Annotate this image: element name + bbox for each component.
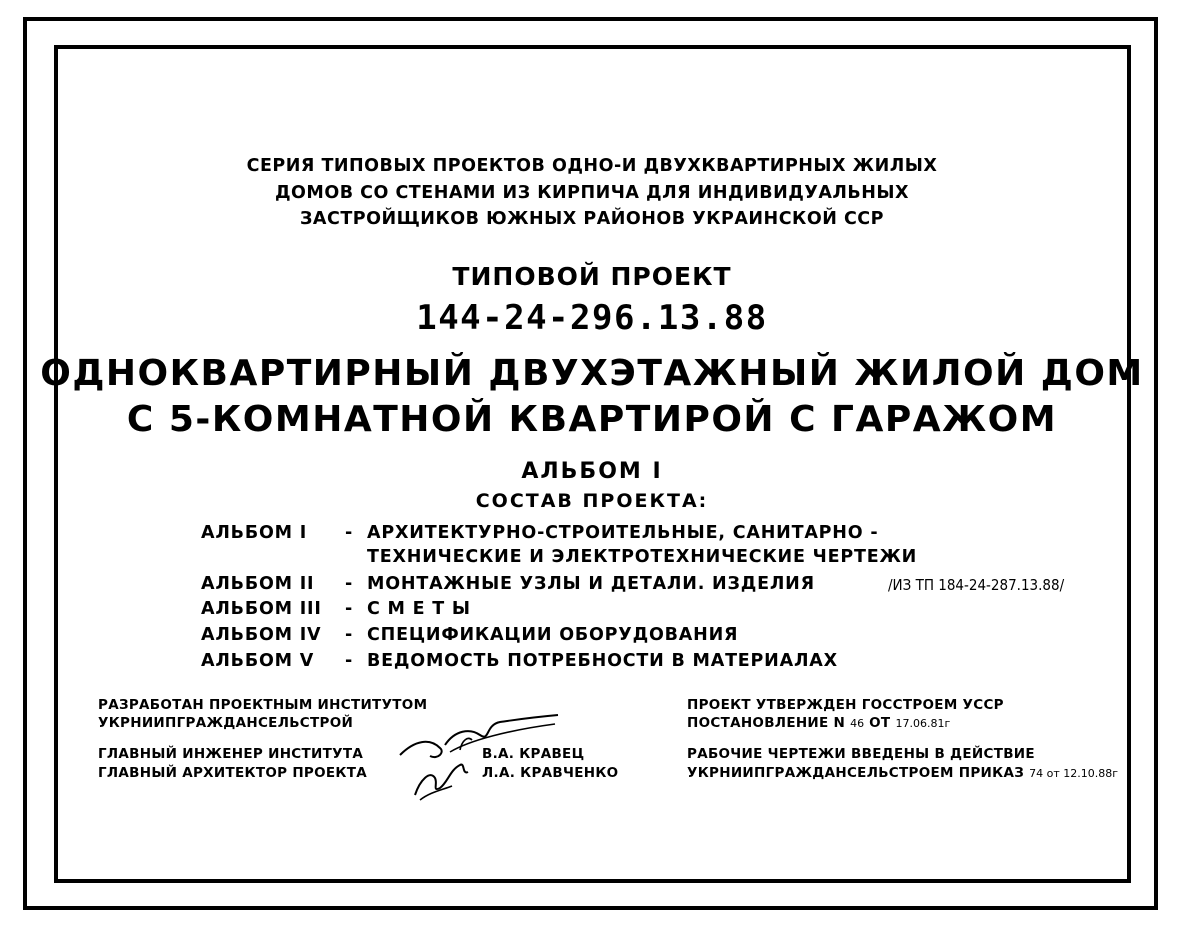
series-line-1: СЕРИЯ ТИПОВЫХ ПРОЕКТОВ ОДНО-И ДВУХКВАРТИРНЫХ ЖИЛЫХ	[246, 156, 938, 176]
album-text-cont: ТЕХНИЧЕСКИЕ И ЭЛЕКТРОТЕХНИЧЕСКИЕ ЧЕРТЕЖИ	[367, 547, 918, 567]
approved-from-label: ОТ	[869, 715, 891, 731]
album-dash: -	[345, 625, 354, 645]
chief-architect-name: Л.А. КРАВЧЕНКО	[482, 765, 619, 781]
album-text: АРХИТЕКТУРНО-СТРОИТЕЛЬНЫЕ, САНИТАРНО -	[367, 523, 879, 543]
approved-line-1: ПРОЕКТ УТВЕРЖДЕН ГОССТРОЕМ УССР	[687, 697, 1004, 713]
album-handwritten-note: /ИЗ ТП 184-24-287.13.88/	[888, 576, 1065, 594]
album-heading: АЛЬБОМ I	[521, 459, 663, 484]
album-label: АЛЬБОМ I	[201, 523, 308, 543]
composition-heading: СОСТАВ ПРОЕКТА:	[475, 490, 709, 512]
album-dash: -	[345, 651, 354, 671]
album-text: ВЕДОМОСТЬ ПОТРЕБНОСТИ В МАТЕРИАЛАХ	[367, 651, 838, 671]
chief-architect-title: ГЛАВНЫЙ АРХИТЕКТОР ПРОЕКТА	[98, 765, 368, 781]
album-dash: -	[345, 599, 354, 619]
album-label: АЛЬБОМ IV	[201, 625, 322, 645]
chief-engineer-title: ГЛАВНЫЙ ИНЖЕНЕР ИНСТИТУТА	[98, 746, 364, 762]
approved-date: 17.06.81г	[895, 717, 951, 730]
album-dash: -	[345, 574, 354, 594]
album-text: МОНТАЖНЫЕ УЗЛЫ И ДЕТАЛИ. ИЗДЕЛИЯ	[367, 574, 815, 594]
developer-line-2: УКРНИИПГРАЖДАНСЕЛЬСТРОЙ	[98, 715, 354, 731]
approved-resolution-number: 46	[850, 717, 865, 730]
series-line-2: ДОМОВ СО СТЕНАМИ ИЗ КИРПИЧА ДЛЯ ИНДИВИДУАЛЬНЫХ	[274, 183, 910, 203]
album-label: АЛЬБОМ II	[201, 574, 315, 594]
typical-project-label: ТИПОВОЙ ПРОЕКТ	[452, 262, 732, 291]
approved-resolution-label: ПОСТАНОВЛЕНИЕ N	[687, 715, 846, 731]
enacted-order-label: УКРНИИПГРАЖДАНСЕЛЬСТРОЕМ ПРИКАЗ	[687, 765, 1025, 781]
project-number: 144-24-296.13.88	[416, 298, 768, 338]
enacted-line-2	[687, 765, 1118, 781]
enacted-line-1: РАБОЧИЕ ЧЕРТЕЖИ ВВЕДЕНЫ В ДЕЙСТВИЕ	[687, 746, 1035, 762]
album-label: АЛЬБОМ V	[201, 651, 315, 671]
developer-line-1: РАЗРАБОТАН ПРОЕКТНЫМ ИНСТИТУТОМ	[98, 697, 428, 713]
title-line-2: С 5-КОМНАТНОЙ КВАРТИРОЙ С ГАРАЖОМ	[126, 399, 1058, 440]
album-label: АЛЬБОМ III	[201, 599, 322, 619]
album-text: СПЕЦИФИКАЦИИ ОБОРУДОВАНИЯ	[367, 625, 739, 645]
enacted-order-handwritten: 74 от 12.10.88г	[1029, 767, 1119, 780]
approved-line-2	[687, 715, 950, 731]
album-dash: -	[345, 523, 354, 543]
title-line-1: ОДНОКВАРТИРНЫЙ ДВУХЭТАЖНЫЙ ЖИЛОЙ ДОМ	[40, 353, 1144, 394]
signature-graphic	[390, 700, 570, 810]
series-line-3: ЗАСТРОЙЩИКОВ ЮЖНЫХ РАЙОНОВ УКРАИНСКОЙ ССР	[300, 209, 884, 229]
chief-engineer-name: В.А. КРАВЕЦ	[482, 746, 585, 762]
album-text: С М Е Т Ы	[367, 599, 471, 619]
